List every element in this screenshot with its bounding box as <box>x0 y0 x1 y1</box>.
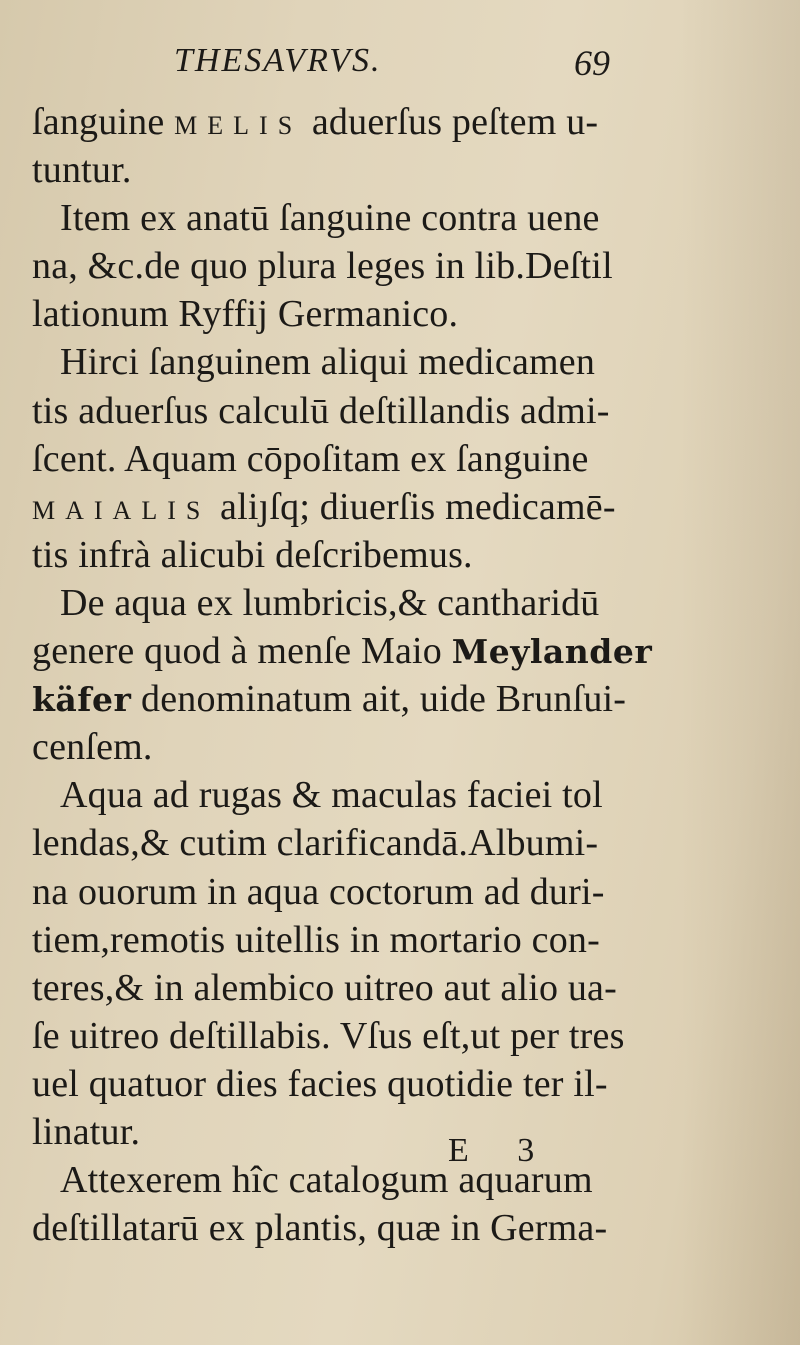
line-text: ſanguine <box>32 101 175 143</box>
small-caps-word: MELIS <box>174 111 303 140</box>
text-line <box>32 98 632 146</box>
text-line <box>32 868 632 916</box>
line-text: denominatum ait, uide Brunſui- <box>131 678 627 721</box>
line-text: cenſem. <box>32 726 153 769</box>
body-text <box>32 98 653 1252</box>
line-text: lendas,& cutim clarificandā.Albumi- <box>32 822 599 865</box>
blackletter-word: käfer <box>32 680 132 720</box>
text-line <box>32 387 632 435</box>
line-text: na ouorum in aqua coctorum ad duri- <box>32 870 605 913</box>
line-text: deſtillatarū ex plantis, quæ in Germa- <box>32 1207 608 1250</box>
text-line <box>32 435 632 483</box>
text-line <box>32 771 632 819</box>
line-text: genere quod à menſe Maio <box>32 630 452 673</box>
line-text: ſcent. Aquam cōpoſitam ex ſanguine <box>32 437 589 480</box>
page-fold-shadow <box>680 0 800 1345</box>
page-number: 69 <box>574 43 610 83</box>
line-text: lationum Ryffij Germanico. <box>32 293 459 336</box>
text-line <box>32 579 632 627</box>
line-text: na, &c.de quo plura leges in lib.Deſtil <box>32 245 613 288</box>
line-text: teres,& in alembico uitreo aut alio ua- <box>32 966 617 1009</box>
text-line <box>32 964 632 1012</box>
signature-mark: E 3 <box>448 1132 555 1169</box>
blackletter-word: Meylander <box>451 632 653 672</box>
text-line <box>32 916 632 964</box>
line-text: tis aduerſus calculū deſtillandis admi- <box>32 389 610 432</box>
text-line <box>32 723 632 771</box>
small-caps-word: MAIALIS <box>32 495 211 525</box>
text-line <box>32 819 632 867</box>
line-text: aduerſus peſtem u- <box>302 101 599 143</box>
text-line <box>32 1060 632 1108</box>
text-line <box>32 338 632 386</box>
line-text: linatur. <box>32 1110 141 1153</box>
text-line <box>32 1204 632 1252</box>
text-line <box>32 483 632 531</box>
line-text: tis infrà alicubi deſcribemus. <box>32 533 473 576</box>
text-line <box>32 1012 632 1060</box>
line-text: Hirci ſanguinem aliqui medicamen <box>60 341 596 384</box>
line-text: uel quatuor dies facies quotidie ter il- <box>32 1062 608 1105</box>
text-line <box>32 675 632 723</box>
line-text: Item ex anatū ſanguine contra uene <box>60 197 600 240</box>
text-line <box>32 242 632 290</box>
text-line <box>32 627 653 675</box>
text-line <box>32 531 632 579</box>
text-line <box>32 290 632 338</box>
line-text: tiem,remotis uitellis in mortario con- <box>32 918 600 961</box>
text-line <box>32 146 632 194</box>
line-text: tuntur. <box>32 149 132 192</box>
line-text: aliȷſq; diuerſis medicamē- <box>210 485 616 528</box>
page-header <box>170 42 650 92</box>
line-text: ſe uitreo deſtillabis. Vſus eſt,ut per tres <box>32 1014 625 1057</box>
running-title: THESAVRVS. <box>174 42 382 79</box>
line-text: Aqua ad rugas & maculas faciei tol <box>60 774 603 817</box>
line-text: De aqua ex lumbricis,& cantharidū <box>60 581 600 624</box>
line-text: Attexerem hîc catalogum aquarum <box>60 1159 593 1202</box>
text-line <box>32 194 632 242</box>
